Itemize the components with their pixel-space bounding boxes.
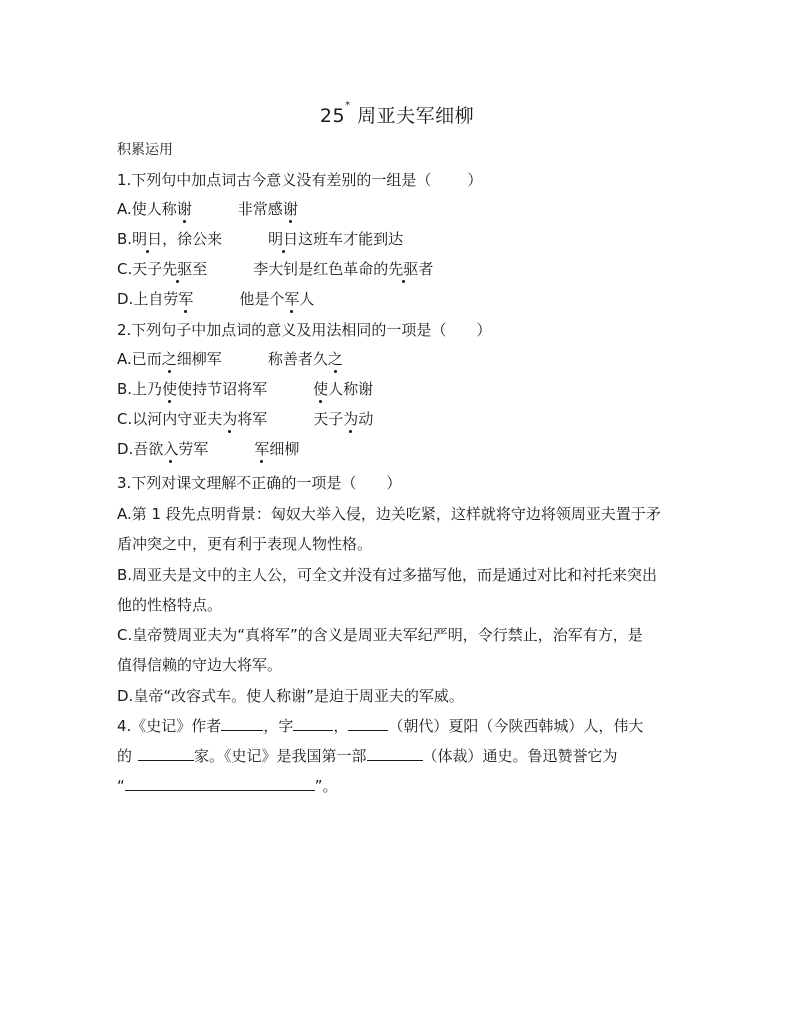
q3-answer-paren: ） — [386, 474, 402, 492]
q4-line3 — [117, 776, 338, 796]
q4-text2: ，字 — [263, 717, 294, 735]
q1-stem-text: 1.下列句中加点词古今意义没有差别的一组是（ — [117, 171, 432, 189]
q3-option-a-line2: 盾冲突之中，更有利于表现人物性格。 — [117, 535, 373, 553]
q2c-dotted: 为 — [222, 410, 238, 428]
q4-blank-praise[interactable] — [125, 776, 315, 791]
q1a-dotted2: 谢 — [282, 200, 298, 218]
q4-text5: 的 — [117, 747, 133, 765]
q4-blank-courtesy-name[interactable] — [293, 716, 333, 731]
q2-option-a — [117, 349, 343, 369]
q4-text6: 家。《史记》是我国第一部 — [194, 747, 367, 765]
q3-option-b-line2: 他的性格特点。 — [117, 596, 223, 614]
q4-text1: 4.《史记》作者 — [117, 717, 222, 735]
q2c-text: C.以河内守亚夫 — [117, 410, 223, 428]
lesson-mark: * — [345, 100, 351, 111]
lesson-number: 25 — [319, 105, 346, 127]
q3-stem — [117, 473, 401, 493]
q2d-text2: 劳军 — [178, 440, 209, 458]
q4-text7: （体裁）通史。鲁迅赞誉它为 — [422, 747, 618, 765]
q4-line2 — [117, 746, 618, 766]
q1b-text: B. — [117, 230, 133, 248]
q4-line1 — [117, 716, 643, 736]
q2b-text: B.上乃 — [117, 380, 163, 398]
q1b-text2: ，徐公来 — [162, 230, 223, 248]
q1-option-a — [117, 199, 298, 219]
q2b-dotted: 使 — [162, 380, 178, 398]
q4-blank-author[interactable] — [221, 716, 263, 731]
q2d-dotted: 入 — [163, 440, 179, 458]
q2a-text2: 细柳军 — [176, 350, 222, 368]
q2b-text3: 人称谢 — [328, 380, 374, 398]
q2-option-b — [117, 379, 373, 399]
q3-stem-text: 3.下列对课文理解不正确的一项是（ — [117, 474, 357, 492]
q2a-dotted2: 之 — [327, 350, 343, 368]
q2-stem-text: 2.下列句子中加点词的意义及用法相同的一项是（ — [117, 321, 447, 339]
q4-blank-profession[interactable] — [138, 746, 194, 761]
q1b-dotted2: 明日 — [268, 230, 299, 248]
q2a-dotted: 之 — [161, 350, 177, 368]
q1-answer-paren: ） — [467, 171, 483, 189]
q1-option-d — [117, 289, 314, 309]
q1d-text2: 他是个 — [239, 290, 285, 308]
q1c-text: C.天子 — [117, 260, 163, 278]
q4-text8: “ — [117, 777, 125, 795]
q1-option-b — [117, 229, 403, 249]
q1c-dotted: 先驱 — [162, 260, 193, 278]
q2a-text3: 称善者久 — [267, 350, 328, 368]
q1a-text: A.使人称 — [117, 200, 177, 218]
q1c-dotted2: 先驱 — [388, 260, 419, 278]
q3-option-d: D.皇帝“改容式车。使人称谢”是迫于周亚夫的军威。 — [117, 687, 464, 705]
q2c-text2: 将军 — [237, 410, 268, 428]
q1d-text: D.上自劳 — [117, 290, 179, 308]
q4-text4: （朝代）夏阳（今陕西韩城）人，伟大 — [388, 717, 644, 735]
q3-option-a-line1: A.第 1 段先点明背景：匈奴大举入侵，边关吃紧，这样就将守边将领周亚夫置于矛 — [117, 505, 661, 523]
q1-stem — [117, 170, 482, 190]
q1d-dotted2: 军 — [284, 290, 300, 308]
q3-option-b-line1: B.周亚夫是文中的主人公，可全文并没有过多描写他，而是通过对比和衬托来突出 — [117, 566, 658, 584]
q2c-dotted2: 为 — [343, 410, 359, 428]
q1-option-c — [117, 259, 433, 279]
q2b-dotted2: 使 — [313, 380, 329, 398]
q2a-text: A.已而 — [117, 350, 162, 368]
q1b-dotted: 明日 — [132, 230, 163, 248]
q1a-dotted: 谢 — [176, 200, 192, 218]
q1b-text3: 这班车才能到达 — [298, 230, 404, 248]
q2d-dotted2: 军 — [254, 440, 270, 458]
page-title — [0, 101, 794, 128]
q2-answer-paren: ） — [476, 321, 492, 339]
q1d-dotted: 军 — [178, 290, 194, 308]
q3-option-c-line1: C.皇帝赞周亚夫为“真将军”的含义是周亚夫军纪严明，令行禁止，治军有方，是 — [117, 626, 643, 644]
q1d-text3: 人 — [299, 290, 315, 308]
q1c-text3: 李大钊是红色革命的 — [253, 260, 389, 278]
q1c-text2: 至 — [192, 260, 208, 278]
q2-stem — [117, 320, 491, 340]
q4-text9: ”。 — [314, 777, 338, 795]
q1a-text2: 非常感 — [237, 200, 283, 218]
q2d-text3: 细柳 — [269, 440, 300, 458]
section-heading: 积累运用 — [117, 142, 173, 158]
lesson-title: 周亚夫军细柳 — [357, 105, 475, 127]
q4-blank-dynasty[interactable] — [348, 716, 388, 731]
q2-option-d — [117, 439, 299, 459]
q2c-text3: 天子 — [313, 410, 344, 428]
q2-option-c — [117, 409, 373, 429]
q4-blank-genre[interactable] — [367, 746, 423, 761]
q2d-text: D.吾欲 — [117, 440, 164, 458]
q1c-text4: 者 — [418, 260, 434, 278]
q2c-text4: 动 — [358, 410, 374, 428]
q3-option-c-line2: 值得信赖的守边大将军。 — [117, 656, 283, 674]
q2b-text2: 使持节诏将军 — [177, 380, 268, 398]
q4-text3: ， — [333, 717, 349, 735]
